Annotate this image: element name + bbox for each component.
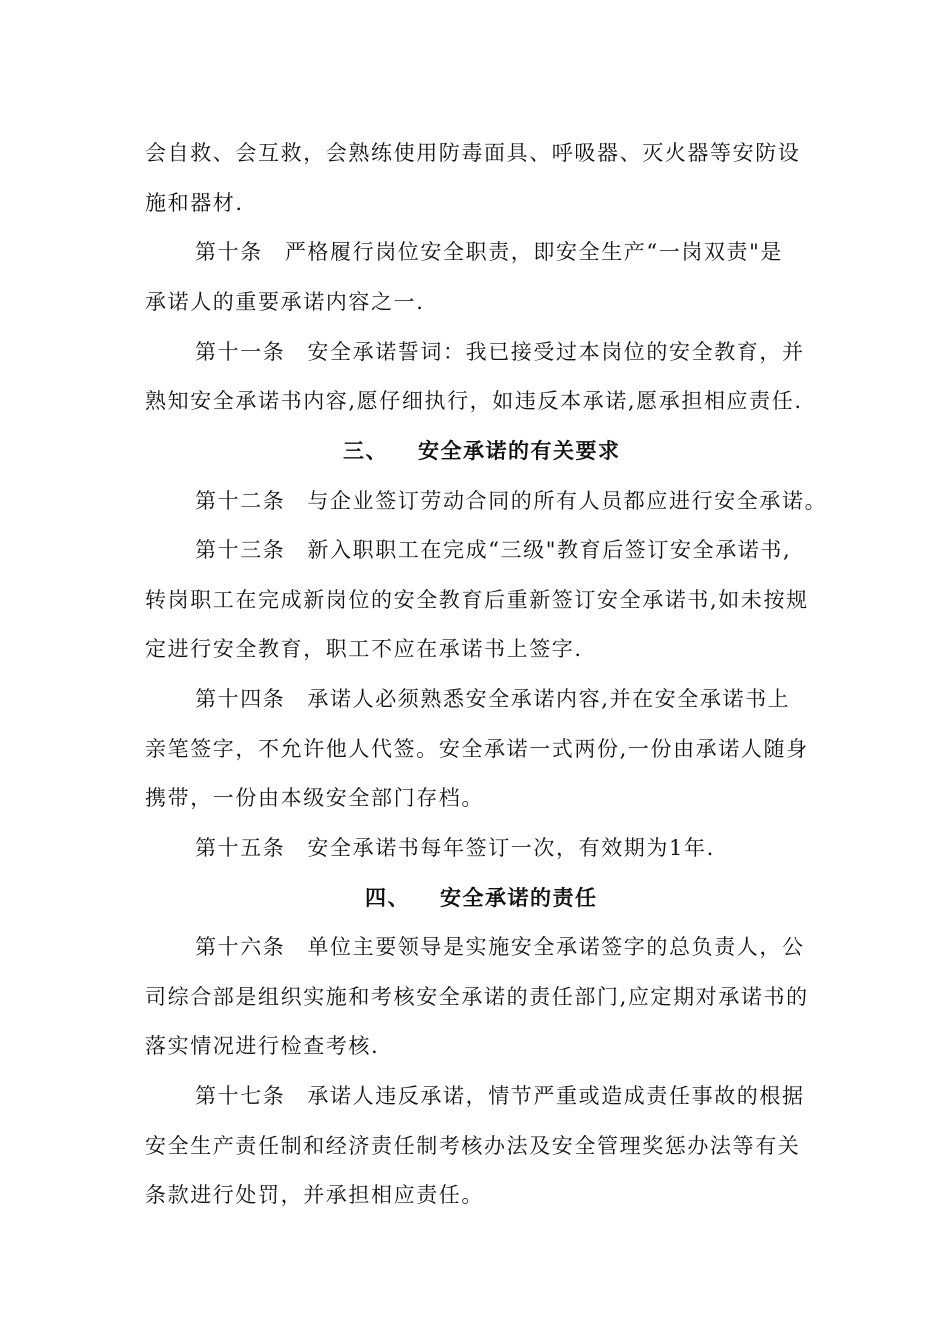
paragraph-line bbox=[145, 1131, 800, 1161]
article-text: 安全承诺书每年签订一次，有效期为1年. bbox=[307, 836, 715, 860]
line-text: 司综合部是组织实施和考核安全承诺的责任部门,应定期对承诺书的 bbox=[145, 985, 809, 1009]
article-number: 第十三条 bbox=[195, 538, 286, 562]
article-11 bbox=[195, 337, 805, 367]
paragraph-line bbox=[145, 734, 809, 764]
line-text: 定进行安全教育，职工不应在承诺书上签字. bbox=[145, 637, 583, 661]
article-number: 第十六条 bbox=[195, 935, 286, 959]
section-heading-3 bbox=[343, 436, 621, 466]
paragraph-line bbox=[145, 982, 809, 1012]
article-text: 新入职职工在完成“三级"教育后签订安全承诺书, bbox=[307, 538, 792, 562]
paragraph-line bbox=[145, 138, 800, 168]
line-text: 承诺人的重要承诺内容之一. bbox=[145, 290, 425, 314]
line-text: 会自救、会互救，会熟练使用防毒面具、呼吸器、灭火器等安防设 bbox=[145, 141, 801, 165]
article-17 bbox=[195, 1081, 805, 1111]
paragraph-line bbox=[145, 287, 424, 317]
article-number: 第十条 bbox=[195, 240, 263, 264]
article-10 bbox=[195, 237, 783, 267]
article-14 bbox=[195, 684, 790, 714]
paragraph-line bbox=[145, 386, 803, 416]
paragraph-line bbox=[145, 1031, 379, 1061]
paragraph-line bbox=[145, 634, 583, 664]
line-text: 施和器材. bbox=[145, 191, 244, 215]
article-13 bbox=[195, 535, 791, 565]
line-text: 转岗职工在完成新岗位的安全教育后重新签订安全承诺书,如未按规 bbox=[145, 588, 809, 612]
article-number: 第十四条 bbox=[195, 687, 286, 711]
heading-number: 四、 bbox=[365, 885, 410, 910]
article-text: 承诺人必须熟悉安全承诺内容,并在安全承诺书上 bbox=[307, 687, 791, 711]
line-text: 安全生产责任制和经济责任制考核办法及安全管理奖惩办法等有关 bbox=[145, 1134, 801, 1158]
article-number: 第十二条 bbox=[195, 489, 286, 513]
paragraph-line bbox=[145, 585, 809, 615]
paragraph-line bbox=[145, 1180, 484, 1210]
article-text: 安全承诺誓词：我已接受过本岗位的安全教育，并 bbox=[307, 340, 805, 364]
article-text: 与企业签订劳动合同的所有人员都应进行安全承诺。 bbox=[307, 489, 828, 513]
article-number: 第十七条 bbox=[195, 1084, 286, 1108]
section-heading-4 bbox=[365, 883, 598, 913]
article-12 bbox=[195, 486, 827, 516]
article-16 bbox=[195, 932, 805, 962]
article-text: 承诺人违反承诺，情节严重或造成责任事故的根据 bbox=[307, 1084, 805, 1108]
heading-number: 三、 bbox=[343, 438, 388, 463]
line-text: 亲笔签字，不允许他人代签。安全承诺一式两份,一份由承诺人随身 bbox=[145, 737, 809, 761]
article-number: 第十五条 bbox=[195, 836, 286, 860]
article-text: 严格履行岗位安全职责，即安全生产“一岗双责"是 bbox=[284, 240, 784, 264]
article-number: 第十一条 bbox=[195, 340, 286, 364]
article-15 bbox=[195, 833, 715, 863]
paragraph-line bbox=[145, 188, 244, 218]
article-text: 单位主要领导是实施安全承诺签字的总负责人，公 bbox=[307, 935, 805, 959]
heading-text: 安全承诺的责任 bbox=[440, 885, 598, 910]
line-text: 落实情况进行检查考核. bbox=[145, 1034, 380, 1058]
line-text: 条款进行处罚，并承担相应责任。 bbox=[145, 1183, 484, 1207]
line-text: 携带，一份由本级安全部门存档。 bbox=[145, 786, 484, 810]
heading-text: 安全承诺的有关要求 bbox=[418, 438, 621, 463]
line-text: 熟知安全承诺书内容,愿仔细执行，如违反本承诺,愿承担相应责任. bbox=[145, 389, 803, 413]
paragraph-line bbox=[145, 783, 484, 813]
